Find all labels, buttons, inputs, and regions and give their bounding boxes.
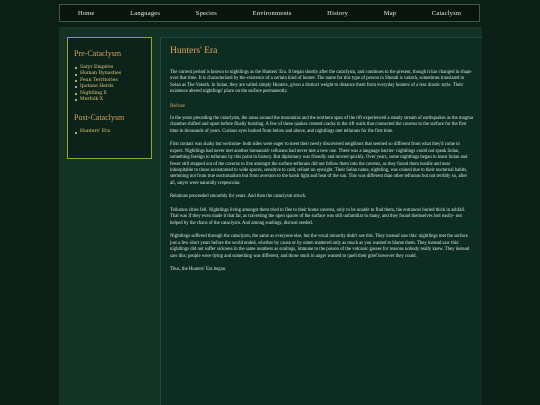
nav-link-home[interactable]: Home [77,9,95,17]
sidebar-item-label[interactable]: Nightling X [80,90,107,96]
article-paragraph: Tellurans cities fell. Nightlings living amongst them tried to flee to their home caverns, only to be unable to find them, the entrances buried thick in ashfall. That was if they even made it that far, as traversing the open spaces of the surface was still unfamiliar to many, and they found themselves lost easily- not helped by the chaos of the cataclysm. And among sunlings, distrust seeded. [170,207,466,226]
sidebar-item-merfolk-x[interactable] [74,97,145,103]
bullet-icon [75,93,77,95]
article-content [160,37,482,405]
sidebar-item-label[interactable]: Feun Territories [80,77,118,83]
page-title: Hunters' Era [170,46,218,56]
sidebar-list-post-cataclysm [74,129,145,135]
nav-link-history[interactable]: History [327,9,349,17]
sidebar [67,37,152,159]
article-paragraph: First contact was shaky but welcome- both sides were eager to meet their newly discovered neighbors that seemed so different from what they'd come to expect. Nightlings had never met another humanoid- tellurans had never met a new one. There was a language barrier- nightlings could not speak Solan, something foreign to tellurans by this point in history. But diplomacy was friendly and moved quickly. Over years, some nightlings began to learn Solan and fewer still stepped out of the caverns to live amongst the surface-tellurans did not follow them into the caverns, as they found them hostile and near inhospitable to those accustomed to wide spaces, sensitive to cold, reliant on eyesight. Their Solan name, nightling, was coined due to their nocturnal habits, stemming not from true nocturnalism but from aversion to the harsh light and heat of the sun. This was different than other tellurans but not terribly so, after all, satyrs were naturally crepescular. [170,142,468,186]
bullet-icon [75,80,77,82]
bullet-icon [75,67,77,69]
sidebar-item-label[interactable]: Merfolk X [80,97,104,103]
bullet-icon [75,99,77,101]
sidebar-item-label[interactable]: Hunters' Era [80,129,111,135]
article-paragraph: Nightlings suffered through the cataclysm, the same as everyone else, but the vocal minority didn't see this. They instead saw this: nightlings met the surface just a few short years before the world ended, whether by cause or by omen mattered only as much as you wanted to blame them. They instead saw this: nightlings did not suffer sickness in the same numbers as sunlings, immune to the poison of the volcanic gasses for reasons nobody really knew. They instead saw this: people were dying and something was different, and those stuck in anger wanted to quell their grief however they could. [170,234,470,259]
top-navigation-bar [59,4,480,22]
sidebar-heading-post-cataclysm: Post-Cataclysm [74,113,125,123]
nav-link-cataclysm[interactable]: Cataclysm [431,9,462,17]
bullet-icon [75,86,77,88]
sidebar-item-label[interactable]: Human Dynasties [80,71,122,77]
nav-link-environments[interactable]: Environments [252,9,292,17]
section-heading-before: Before [170,102,185,109]
bullet-icon [75,132,77,134]
nav-link-languages[interactable]: Languages [130,9,161,17]
sidebar-list-pre-cataclysm [74,65,145,103]
nav-link-map[interactable]: Map [383,9,397,17]
sidebar-item-label[interactable]: Satyr Empires [80,65,114,70]
sidebar-item-hunters-era[interactable] [74,129,145,135]
article-intro-paragraph: The current period is known to nightlings as the Hunters' Era. It began shortly after the cataclysm, and continues to the present, though it has changed in shape over that time. It is characterized by the existence of a certain kind of hunter. The name for this type of person in Shotali is vakoth, sometimes translated to Solan as The Vakoth. In Solan, they are called simply Hunters, given a distinct weight to distance them from everyday hunters of a less drastic style. Their existence altered nightlings' place on the surface permanently. [170,70,472,95]
nav-link-species[interactable]: Species [195,9,218,17]
bullet-icon [75,74,77,76]
article-paragraph: Thus, the Hunters' Era began. [170,266,227,272]
sidebar-item-label[interactable]: Ipotane Herds [80,84,114,90]
sidebar-heading-pre-cataclysm: Pre-Cataclysm [74,49,122,58]
article-paragraph: Relations proceeded smoothly for years. And then the cataclysm struck. [170,194,307,200]
article-paragraph: In the years preceding the cataclysm, the areas around the mountains and the northern span of the rift experienced a steady stream of earthquakes as the magma chamber shifted and upset before finally bursting. A few of these quakes created cracks in the rift walls that connected the caverns to the surface for the first time in thousands of years. Curious eyes looked from below and above, and nightlings met tellurans for the first time. [170,115,473,134]
